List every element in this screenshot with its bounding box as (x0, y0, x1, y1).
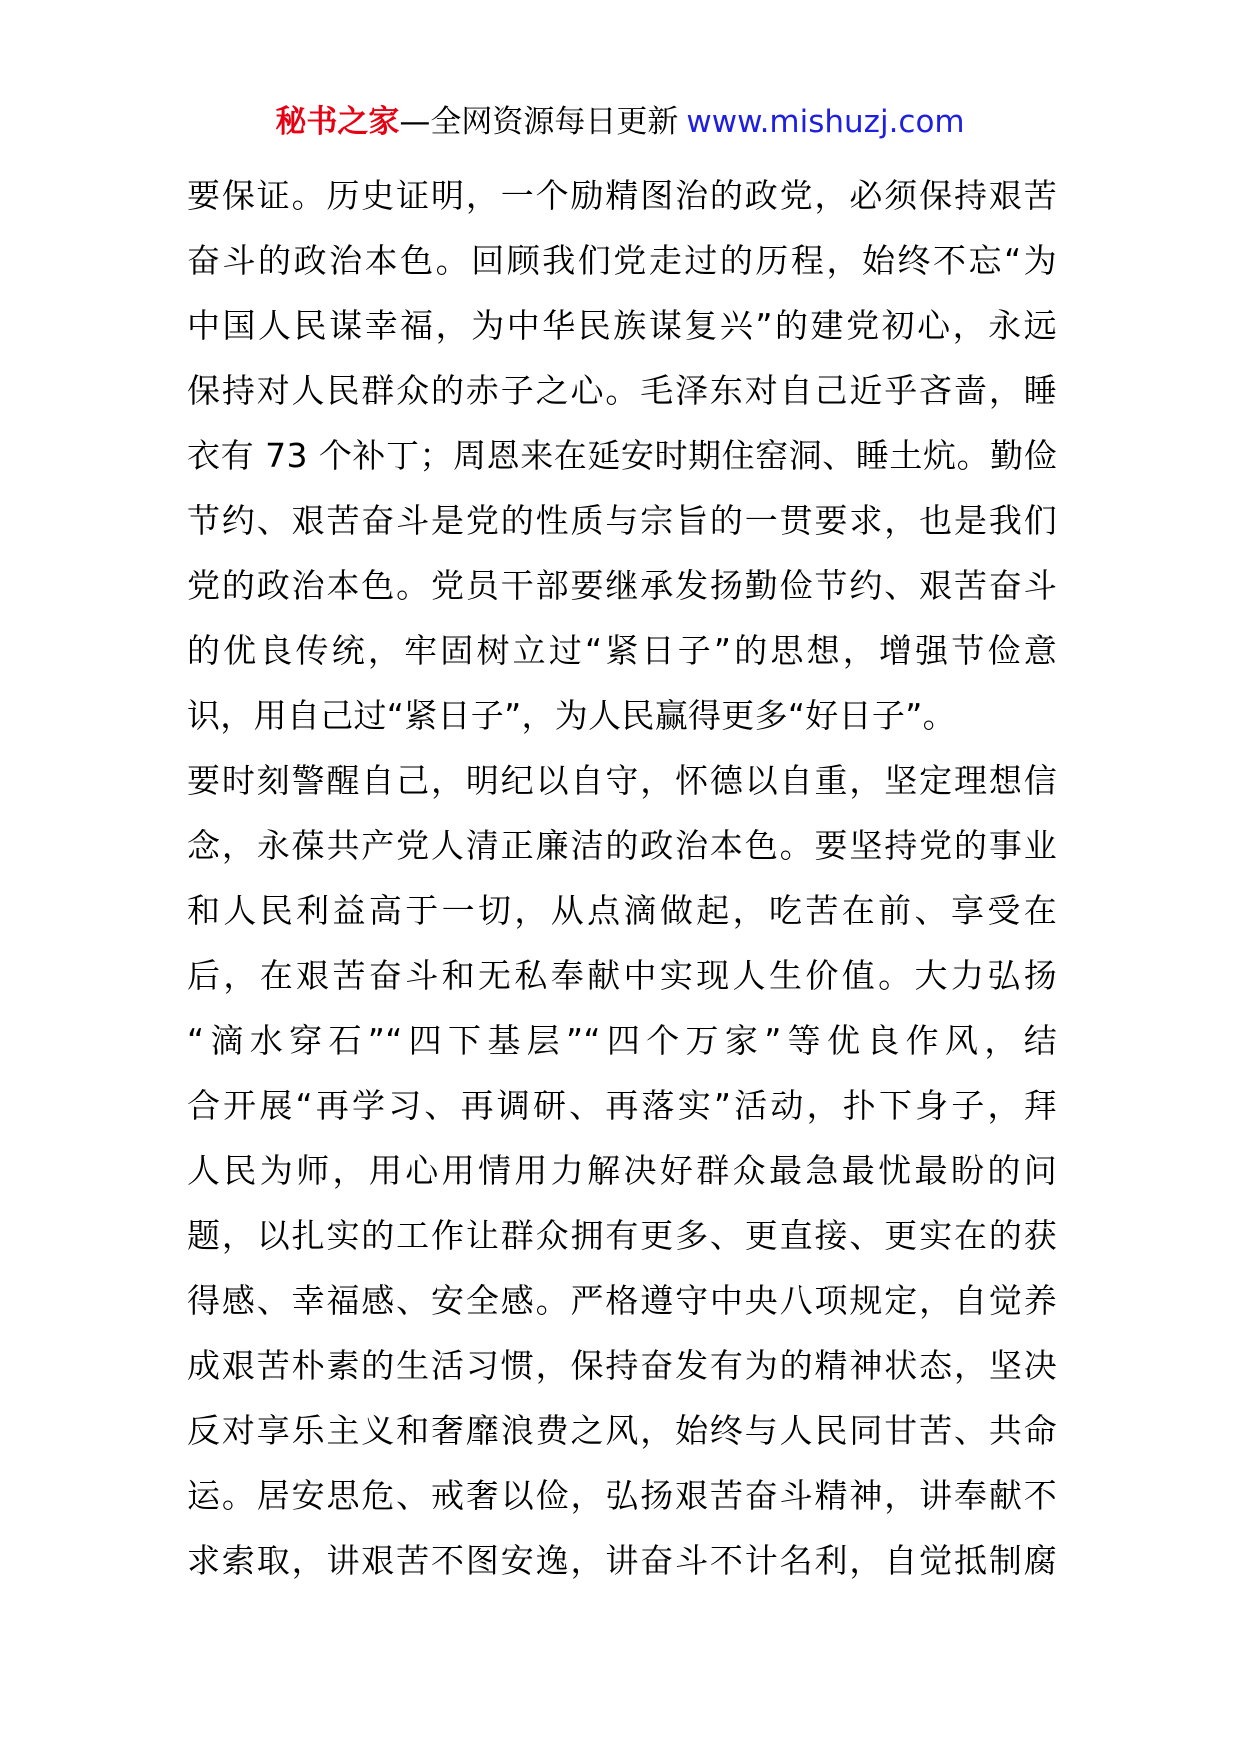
text-line: 念，永葆共产党人清正廉洁的政治本色。要坚持党的事业 (187, 826, 1057, 865)
text-line: 节约、艰苦奋斗是党的性质与宗旨的一贯要求，也是我们 (187, 501, 1057, 540)
text-line: 合开展“再学习、再调研、再落实”活动，扑下身子，拜 (187, 1086, 1057, 1125)
text-line: 反对享乐主义和奢靡浪费之风，始终与人民同甘苦、共命 (187, 1411, 1057, 1450)
text-line: 后，在艰苦奋斗和无私奉献中实现人生价值。大力弘扬 (187, 956, 1057, 995)
text-line: 党的政治本色。党员干部要继承发扬勤俭节约、艰苦奋斗 (187, 566, 1057, 605)
text-line: 成艰苦朴素的生活习惯，保持奋发有为的精神状态，坚决 (187, 1346, 1057, 1385)
site-url-link[interactable]: www.mishuzj.com (686, 104, 965, 140)
text-line: 识，用自己过“紧日子”，为人民赢得更多“好日子”。 (187, 696, 956, 735)
text-line: 奋斗的政治本色。回顾我们党走过的历程，始终不忘“为 (187, 241, 1057, 280)
brand-name: 秘书之家 (275, 104, 400, 140)
text-line: 中国人民谋幸福，为中华民族谋复兴”的建党初心，永远 (187, 306, 1057, 345)
text-line: 保持对人民群众的赤子之心。毛泽东对自己近乎吝啬，睡 (187, 371, 1057, 410)
text-line: 要时刻警醒自己，明纪以自守，怀德以自重，坚定理想信 (187, 761, 1057, 800)
page-header (0, 102, 1240, 142)
text-line: 人民为师，用心用情用力解决好群众最急最忧最盼的问 (187, 1151, 1057, 1190)
document-body (187, 163, 1057, 1593)
text-line: 的优良传统，牢固树立过“紧日子”的思想，增强节俭意 (187, 631, 1057, 670)
text-line: 求索取，讲艰苦不图安逸，讲奋斗不计名利，自觉抵制腐 (187, 1541, 1057, 1580)
header-tagline: —全网资源每日更新 (399, 104, 679, 140)
text-line: “滴水穿石”“四下基层”“四个万家”等优良作风，结 (187, 1021, 1057, 1060)
text-line: 运。居安思危、戒奢以俭，弘扬艰苦奋斗精神，讲奉献不 (187, 1476, 1057, 1515)
text-line: 和人民利益高于一切，从点滴做起，吃苦在前、享受在 (187, 891, 1057, 930)
text-line: 题，以扎实的工作让群众拥有更多、更直接、更实在的获 (187, 1216, 1057, 1255)
text-line: 要保证。历史证明，一个励精图治的政党，必须保持艰苦 (187, 176, 1057, 215)
text-line: 得感、幸福感、安全感。严格遵守中央八项规定，自觉养 (187, 1281, 1057, 1320)
text-line: 衣有 73 个补丁；周恩来在延安时期住窑洞、睡土炕。勤俭 (187, 436, 1057, 475)
